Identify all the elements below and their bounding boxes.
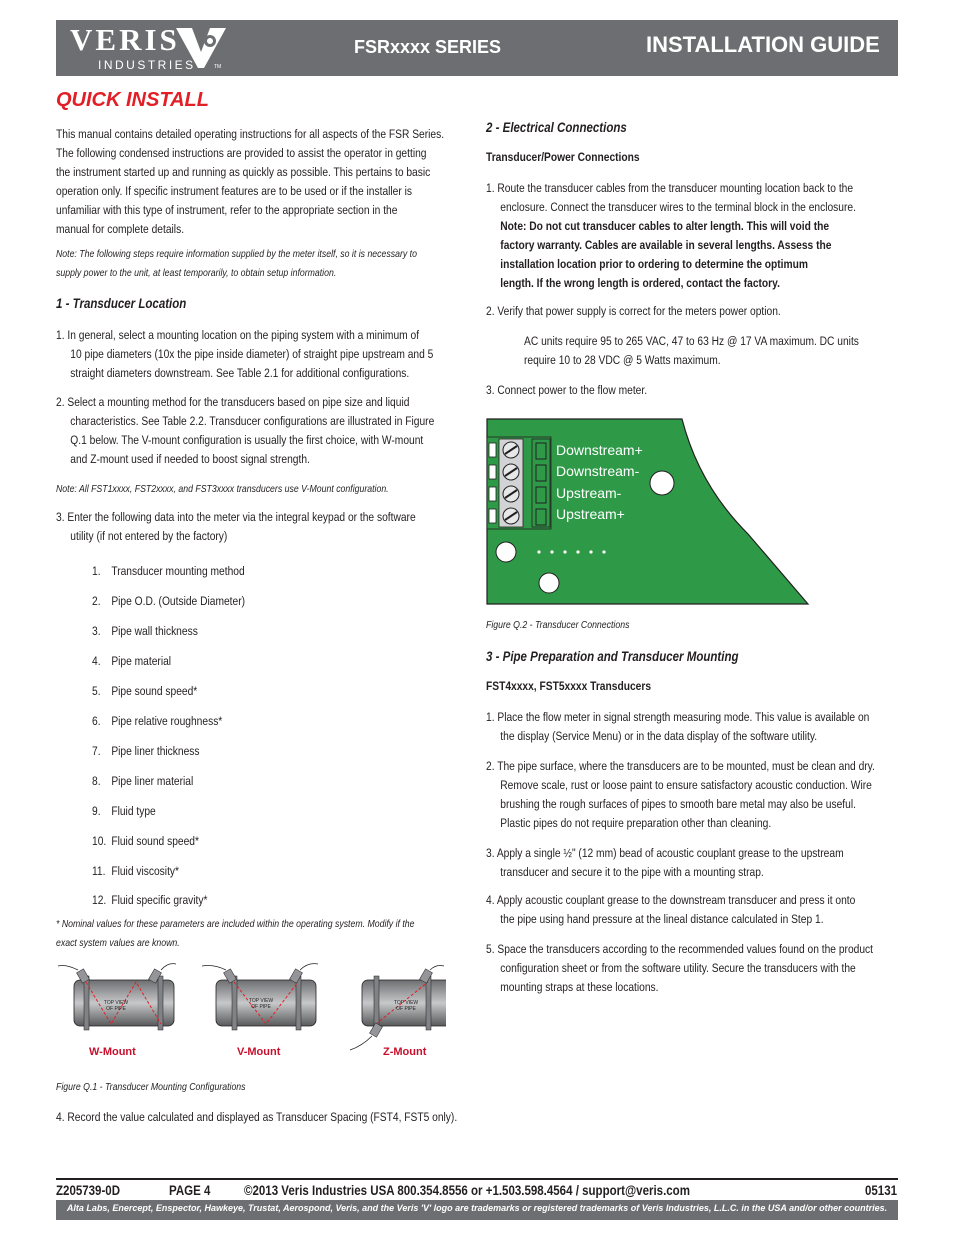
figure-q1-caption: Figure Q.1 - Transducer Mounting Configurations xyxy=(56,1082,246,1093)
connection-step-2: 2. Verify that power supply is correct for the meters power option. xyxy=(486,304,781,318)
svg-text:TOP VIEW: TOP VIEW xyxy=(248,998,274,1004)
step-4: 4. Record the value calculated and displayed as Transducer Spacing (FST4, FST5 only). xyxy=(56,1110,458,1124)
intro-paragraph: This manual contains detailed operating instructions for all aspects of the FSR Series. The following condensed instructions are provided to assist the operator in getting the instrument started up and running as quickly as possible. This pertains to basic operation only. If specific instrument features are to be used or if the installer is unfamiliar with this type of instrument, refer to the appropriate section in the manual for complete details. xyxy=(56,127,445,236)
terminal-label-downstream-minus: Downstream- xyxy=(556,463,640,479)
step-1: 1. In general, select a mounting location on the piping system with a minimum of 10 pipe diameters (10x the pipe inside diameter) of straight pipe upstream and 5 straight diameters downstream. See Table 2.1 for additional configurations. xyxy=(56,328,434,380)
list-item: 4. Pipe material xyxy=(92,653,172,668)
svg-text:TOP VIEW: TOP VIEW xyxy=(393,1000,419,1006)
terminal-label-downstream-plus: Downstream+ xyxy=(556,442,643,458)
w-mount-diagram xyxy=(58,964,176,1030)
parameter-list xyxy=(92,557,245,916)
list-item: 11. Fluid viscosity* xyxy=(92,863,180,878)
transducer-location-heading: 1 - Transducer Location xyxy=(56,296,187,311)
trademark-bar xyxy=(56,1200,898,1220)
power-requirements: AC units require 95 to 265 VAC, 47 to 63 Hz @ 17 VA maximum. DC units require 10 to 28 VDC @ 5 Watts maximum. xyxy=(524,334,859,367)
quick-install-title: QUICK INSTALL xyxy=(56,89,209,111)
list-item: 2. Pipe O.D. (Outside Diameter) xyxy=(92,593,246,608)
list-item: 10. Fluid sound speed* xyxy=(92,833,199,848)
list-item: 1. Transducer mounting method xyxy=(92,564,245,578)
guide-title: INSTALLATION GUIDE xyxy=(646,32,880,57)
list-item: 7. Pipe liner thickness xyxy=(92,743,200,758)
nominal-values-note: * Nominal values for these parameters are included within the operating system. Modify if the exact system values are known. xyxy=(56,919,415,949)
footer-divider xyxy=(56,1178,898,1180)
logo-subtext: INDUSTRIES xyxy=(98,58,196,72)
svg-text:OF PIPE: OF PIPE xyxy=(106,1006,126,1012)
figure-q2-caption: Figure Q.2 - Transducer Connections xyxy=(486,620,630,631)
page-number: PAGE 4 xyxy=(169,1183,211,1198)
contact-info: ©2013 Veris Industries USA 800.354.8556 or +1.503.598.4564 / support@veris.com xyxy=(244,1183,690,1198)
svg-text:TOP VIEW: TOP VIEW xyxy=(103,1000,129,1006)
prep-step-5: 5. Space the transducers according to the recommended values found on the product configuration sheet or from the software utility. Secure the transducers with the mounting straps at these locations. xyxy=(486,942,873,994)
step-2: 2. Select a mounting method for the transducers based on pipe size and liquid characteristics. See Table 2.2. Transducer configurations are illustrated in Figure Q.1 below. The V-mount configuration is usually the first choice, with W-mount and Z-mount used if needed to boost signal strength. xyxy=(56,395,435,466)
logo-text: VERIS xyxy=(70,22,180,57)
terminal-label-upstream-plus: Upstream+ xyxy=(556,506,625,522)
z-mount-diagram xyxy=(350,966,446,1051)
trademark-notice: Alta Labs, Enercept, Enspector, Hawkeye, Trustat, Aerospond, Veris, and the Veris 'V' logo are trademarks or registered trademarks of Veris Industries, L.L.C. in the USA and/or other countries. xyxy=(66,1203,888,1213)
fst-transducers-subheading: FST4xxxx, FST5xxxx Transducers xyxy=(486,679,652,693)
connection-step-1: 1. Route the transducer cables from the transducer mounting location back to the enclosure. Connect the transducer wires to the terminal block in the enclosure. Note: Do not cut transducer cables to alter length. This will void the factory warranty. Cables are available in several lengths. Assess the installation location prior to ordering to determine the optimum length. If the wrong length is ordered, contact the factory. xyxy=(486,181,856,290)
document-number: Z205739-0D xyxy=(56,1183,121,1198)
svg-text:OF PIPE: OF PIPE xyxy=(396,1006,416,1012)
electrical-connections-heading: 2 - Electrical Connections xyxy=(486,120,627,135)
header-bar xyxy=(56,20,898,76)
prep-step-2: 2. The pipe surface, where the transducers are to be mounted, must be clean and dry. Remove scale, rust or loose paint to ensure satisfactory acoustic conduction. Wire brushing the rough surfaces of pipes to smooth bare metal may also be useful. Plastic pipes do not require preparation other than cleaning. xyxy=(486,759,875,830)
transducer-power-subheading: Transducer/Power Connections xyxy=(486,150,640,164)
prep-step-3: 3. Apply a single ½" (12 mm) bead of acoustic couplant grease to the upstream transducer and secure it to the pipe with a mounting strap. xyxy=(486,846,844,879)
v-mount-note: Note: All FST1xxxx, FST2xxxx, and FST3xxxx transducers use V-Mount configuration. xyxy=(56,484,389,495)
list-item: 9. Fluid type xyxy=(92,803,156,818)
svg-text:OF PIPE: OF PIPE xyxy=(251,1004,271,1010)
pipe-preparation-heading: 3 - Pipe Preparation and Transducer Mounting xyxy=(486,649,739,664)
transducer-mount-figure xyxy=(56,960,446,1060)
v-mount-label: V-Mount xyxy=(237,1046,281,1058)
logo-trademark: TM xyxy=(214,64,222,70)
list-item: 8. Pipe liner material xyxy=(92,773,194,788)
terminal-label-upstream-minus: Upstream- xyxy=(556,485,622,501)
step-3: 3. Enter the following data into the meter via the integral keypad or the software utility (if not entered by the factory) xyxy=(56,510,416,543)
w-mount-label: W-Mount xyxy=(89,1046,136,1058)
transducer-connections-figure xyxy=(486,418,810,606)
v-mount-diagram xyxy=(202,964,318,1030)
list-item: 12. Fluid specific gravity* xyxy=(92,893,208,908)
setup-note: Note: The following steps require information supplied by the meter itself, so it is necessary to supply power to the unit, at least temporarily, to obtain setup information. xyxy=(56,249,417,279)
prep-step-1: 1. Place the flow meter in signal strength measuring mode. This value is available on the display (Service Menu) or in the data display of the software utility. xyxy=(486,710,870,743)
list-item: 6. Pipe relative roughness* xyxy=(92,713,223,728)
list-item: 3. Pipe wall thickness xyxy=(92,623,198,638)
prep-step-4: 4. Apply acoustic couplant grease to the downstream transducer and press it onto the pipe using hand pressure at the lineal distance calculated in Step 1. xyxy=(486,893,856,926)
z-mount-label: Z-Mount xyxy=(383,1046,427,1058)
connection-step-3: 3. Connect power to the flow meter. xyxy=(486,383,648,397)
series-title: FSRxxxx SERIES xyxy=(354,37,502,57)
list-item: 5. Pipe sound speed* xyxy=(92,683,198,698)
revision-code: 05131 xyxy=(865,1183,898,1198)
